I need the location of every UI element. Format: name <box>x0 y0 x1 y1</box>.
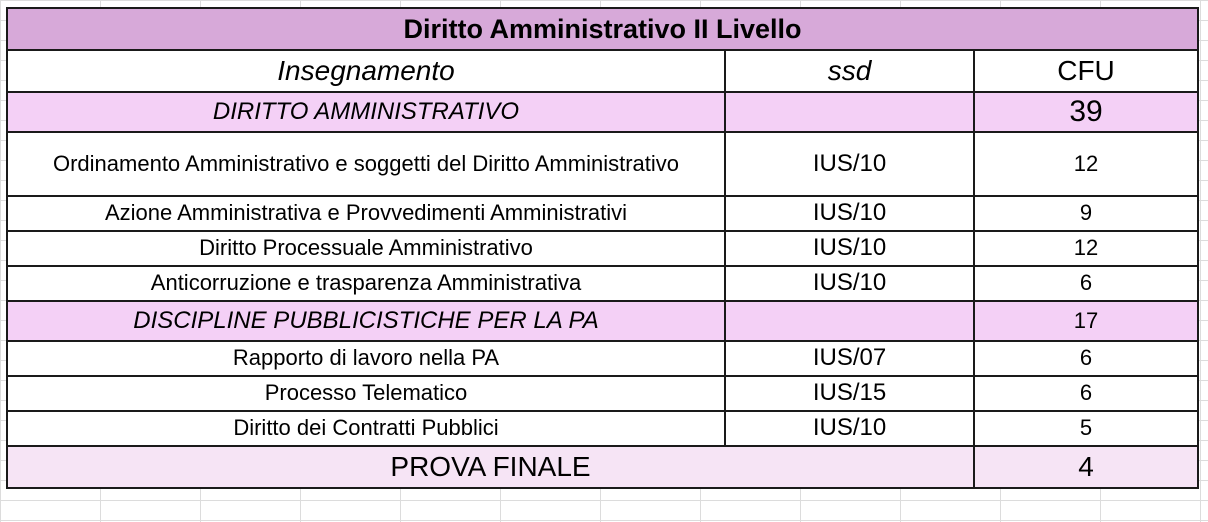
course-ssd-cell[interactable]: IUS/10 <box>725 411 974 446</box>
group-name-cell[interactable]: DIRITTO AMMINISTRATIVO <box>7 92 725 132</box>
course-name-cell[interactable]: Diritto Processuale Amministrativo <box>7 231 725 266</box>
group-name-cell[interactable]: DISCIPLINE PUBBLICISTICHE PER LA PA <box>7 301 725 341</box>
table-row <box>7 341 1198 376</box>
course-name-cell[interactable]: Diritto dei Contratti Pubblici <box>7 411 725 446</box>
course-ssd-cell[interactable]: IUS/10 <box>725 266 974 301</box>
group-ssd-cell[interactable] <box>725 92 974 132</box>
group-ssd-cell[interactable] <box>725 301 974 341</box>
title-row <box>7 8 1198 50</box>
header-insegnamento[interactable]: Insegnamento <box>7 50 725 92</box>
group-row <box>7 301 1198 341</box>
final-row <box>7 446 1198 488</box>
course-cfu-cell[interactable]: 12 <box>974 132 1198 196</box>
course-ssd-cell[interactable]: IUS/10 <box>725 231 974 266</box>
table-row <box>7 266 1198 301</box>
course-cfu-cell[interactable]: 6 <box>974 341 1198 376</box>
course-cfu-cell[interactable]: 6 <box>974 266 1198 301</box>
course-name-cell[interactable]: Processo Telematico <box>7 376 725 411</box>
table-row <box>7 132 1198 196</box>
table-title[interactable]: Diritto Amministrativo II Livello <box>7 8 1198 50</box>
table-row <box>7 376 1198 411</box>
header-cfu[interactable]: CFU <box>974 50 1198 92</box>
course-cfu-cell[interactable]: 6 <box>974 376 1198 411</box>
course-name-cell[interactable]: Ordinamento Amministrativo e soggetti del Diritto Amministrativo <box>7 132 725 196</box>
group-cfu-cell[interactable]: 17 <box>974 301 1198 341</box>
course-ssd-cell[interactable]: IUS/10 <box>725 132 974 196</box>
course-ssd-cell[interactable]: IUS/07 <box>725 341 974 376</box>
table-row <box>7 231 1198 266</box>
table-row <box>7 196 1198 231</box>
group-row <box>7 92 1198 132</box>
group-cfu-cell[interactable]: 39 <box>974 92 1198 132</box>
course-cfu-cell[interactable]: 9 <box>974 196 1198 231</box>
curriculum-table <box>6 7 1199 489</box>
course-name-cell[interactable]: Anticorruzione e trasparenza Amministrativa <box>7 266 725 301</box>
course-name-cell[interactable]: Azione Amministrativa e Provvedimenti Amministrativi <box>7 196 725 231</box>
header-row <box>7 50 1198 92</box>
course-cfu-cell[interactable]: 5 <box>974 411 1198 446</box>
final-name-cell[interactable]: PROVA FINALE <box>7 446 974 488</box>
table-row <box>7 411 1198 446</box>
course-name-cell[interactable]: Rapporto di lavoro nella PA <box>7 341 725 376</box>
header-ssd[interactable]: ssd <box>725 50 974 92</box>
course-cfu-cell[interactable]: 12 <box>974 231 1198 266</box>
final-cfu-cell[interactable]: 4 <box>974 446 1198 488</box>
course-ssd-cell[interactable]: IUS/15 <box>725 376 974 411</box>
course-ssd-cell[interactable]: IUS/10 <box>725 196 974 231</box>
